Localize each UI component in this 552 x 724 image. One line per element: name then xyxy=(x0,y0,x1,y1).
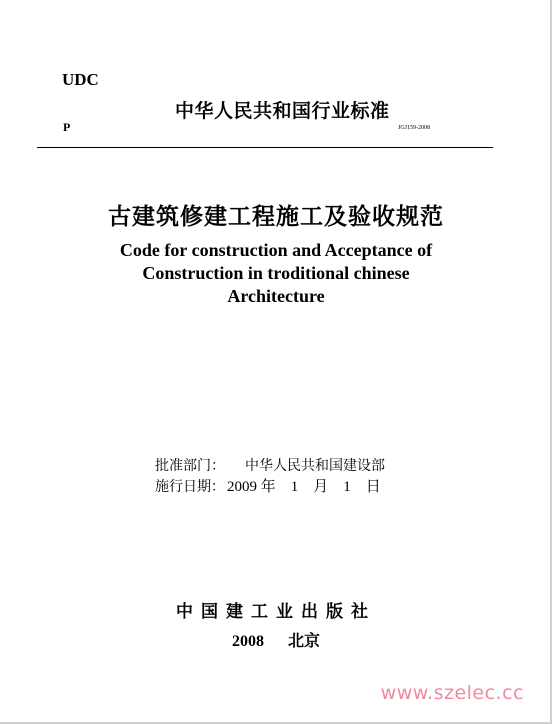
approval-department xyxy=(155,455,385,475)
standard-series: 中华人民共和国行业标准 xyxy=(175,100,390,122)
publication-info xyxy=(0,628,552,651)
effective-date xyxy=(155,475,381,496)
title-english-line-1: Code for construction and Acceptance of xyxy=(119,240,433,260)
approval-department-value: 中华人民共和国建设部 xyxy=(245,458,385,474)
udc-label: UDC xyxy=(62,70,99,89)
publisher-name: 中国建工业出版社 xyxy=(176,602,376,622)
title-english-line-2: Construction in troditional chinese xyxy=(142,263,410,283)
category-label: P xyxy=(63,120,71,134)
effective-date-value: 2009 年 1 月 1 日 xyxy=(227,479,381,495)
publication-city: 北京 xyxy=(287,631,320,650)
standard-code: JGJ159-2008 xyxy=(398,125,431,131)
publication-year: 2008 xyxy=(231,633,264,650)
effective-date-label: 施行日期： xyxy=(155,479,225,495)
watermark-text: www.szelec.cc xyxy=(380,682,524,704)
approval-department-label: 批准部门： xyxy=(155,458,225,474)
title-english-line-3: Architecture xyxy=(227,286,325,306)
header-divider xyxy=(37,147,493,148)
title-chinese: 古建筑修建工程施工及验收规范 xyxy=(108,204,444,230)
